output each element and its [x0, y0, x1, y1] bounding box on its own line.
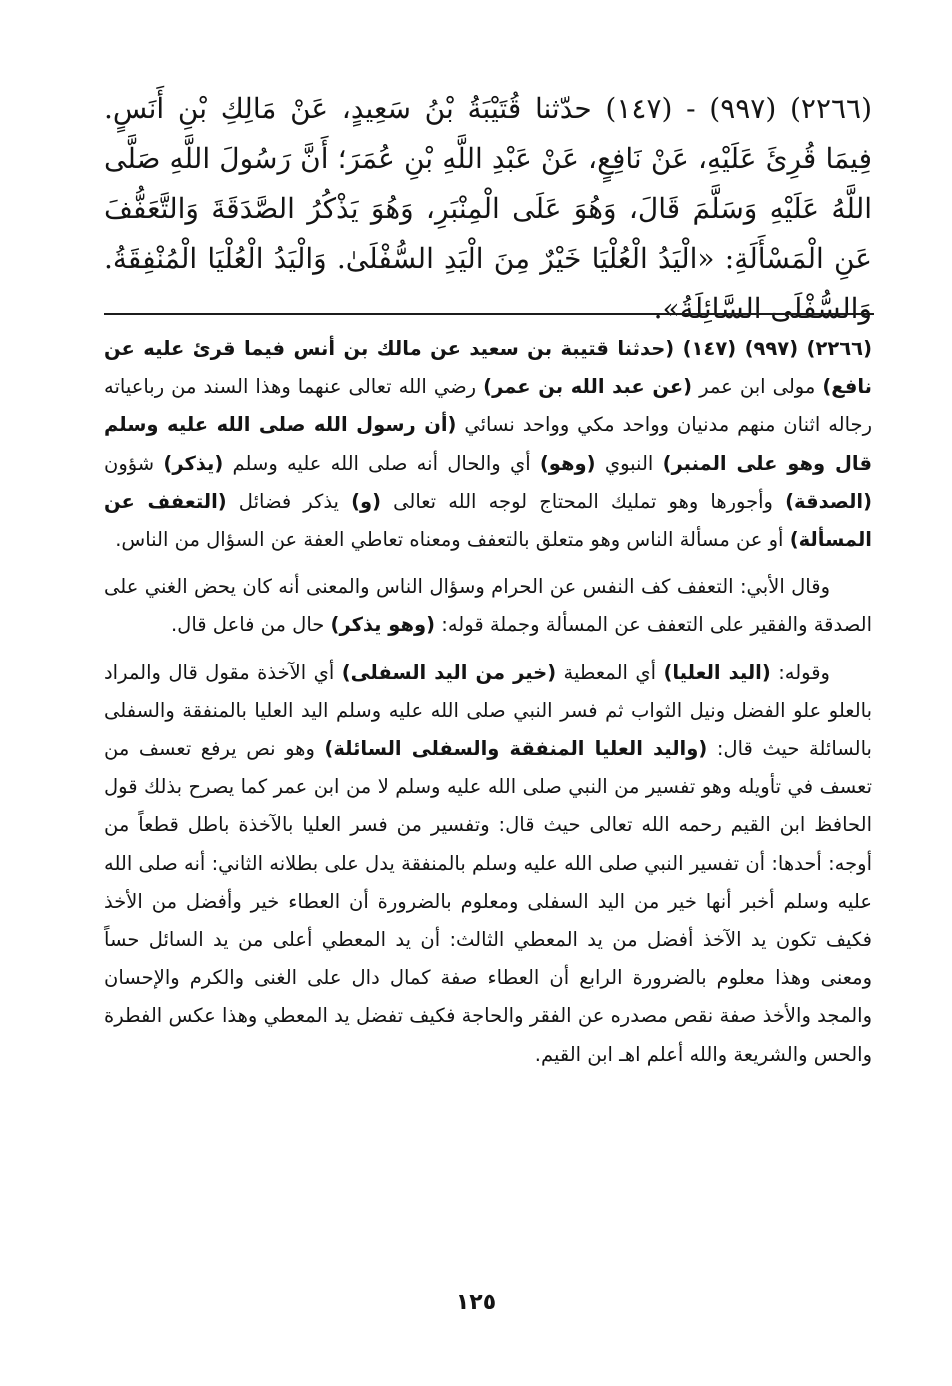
- bold-phrase: (وهو): [539, 451, 596, 475]
- bold-phrase: (واليد العليا المنفقة والسفلى السائلة): [324, 737, 708, 761]
- text-run: يذكر فضائل: [226, 489, 352, 513]
- bold-phrase: (عن عبد الله بن عمر): [483, 375, 693, 399]
- text-run: أي والحال أنه صلى الله عليه وسلم: [223, 451, 540, 475]
- bold-phrase: (اليد العليا): [663, 660, 771, 684]
- text-run: حال من فاعل قال.: [170, 613, 331, 637]
- text-run: مولى ابن عمر: [692, 375, 823, 399]
- page-number: ١٢٥: [455, 1290, 497, 1315]
- commentary-paragraph-2: [104, 568, 872, 644]
- text-run: شؤون: [104, 451, 164, 475]
- text-run: وأجورها وهو تمليك المحتاج لوجه الله تعالى: [381, 489, 786, 513]
- hadith-text: (٢٢٦٦) (٩٩٧) - (١٤٧) حدّثنا قُتَيْبَةُ بْنُ سَعِيدٍ، عَنْ مَالِكِ بْنِ أَنَسٍ. فِيمَا قُرِئَ عَلَيْهِ، عَنْ نَافِعٍ، عَنْ عَبْدِ اللَّهِ بْنِ عُمَرَ؛ أَنَّ رَسُولَ اللَّهِ صَلَّى اللَّهُ عَلَيْهِ وَسَلَّمَ قَالَ، وَهُوَ عَلَى الْمِنْبَرِ، وَهُوَ يَذْكُرُ الصَّدَقَةَ وَالتَّعَفُّفَ عَنِ الْمَسْأَلَةِ: «الْيَدُ الْعُلْيَا خَيْرٌ مِنَ الْيَدِ السُّفْلَىٰ. وَالْيَدُ الْعُلْيَا الْمُنْفِقَةُ. وَالسُّفْلَى السَّائِلَةُ».: [104, 92, 872, 325]
- bold-phrase: (التعفف عن المسألة): [104, 489, 872, 552]
- text-run: وهو نص يرفع تعسف من تعسف في تأويله وهو تفسير من النبي صلى الله عليه وسلم لا من ابن عمر كما يصرح بذلك قول الحافظ ابن القيم رحمه الله تعالى حيث قال: وتفسير من فسر العليا بالآخذة باطل قطعاً من أوجه: أحدها: أن تفسير النبي صلى الله عليه وسلم بالمنفقة يدل على بطلانه الثاني: أنه صلى الله عليه وسلم أخبر أنها خير من اليد السفلى ومعلوم بالضرورة أن العطاء خير وأفضل من الأخذ فكيف تكون يد الآخذ أفضل من يد المعطي الثالث: أن يد المعطي أعلى من يد السائل حساً ومعنى وهذا معلوم بالضرورة الرابع أن العطاء صفة كمال دال على الغنى والكرم والإحسان والمجد والأخذ صفة نقص مصدره عن الفقر والحاجة فكيف تفضل يد المعطي وهذا عكس الفطرة والحس والشريعة والله أعلم اهـ ابن القيم.: [104, 737, 872, 1066]
- commentary-section: [104, 330, 872, 1083]
- text-run: أي المعطية: [556, 660, 664, 684]
- bold-phrase: (الصدقة): [785, 489, 872, 513]
- text-run: رضي الله تعالى عنهما وهذا السند من رباعياته رجاله اثنان منهم مدنيان وواحد مكي وواحد نسائي: [104, 375, 873, 437]
- text-run: أي الآخذة مقول قال والمراد بالعلو علو الفضل ونيل الثواب ثم فسر النبي صلى الله عليه وسلم اليد العليا بالمنفقة والسفلى بالسائلة حيث قال:: [104, 660, 872, 761]
- bold-phrase: (وهو يذكر): [330, 613, 436, 637]
- bold-phrase: (٢٢٦٦) (٩٩٧) (١٤٧) (حدثنا قتيبة بن سعيد عن مالك بن أنس فيما قرئ عليه عن نافع): [104, 337, 872, 399]
- text-run: وقوله:: [770, 660, 830, 684]
- bold-phrase: (و): [351, 489, 382, 513]
- footnote-divider: [104, 313, 874, 315]
- text-run: النبوي: [595, 451, 663, 475]
- text-run: وقال الأبي: التعفف كف النفس عن الحرام وسؤال الناس والمعنى أنه كان يحض الغني على الصدقة والفقير على التعفف عن المسألة وجملة قوله:: [104, 575, 872, 637]
- text-run: أو عن مسألة الناس وهو متعلق بالتعفف ومعناه تعاطي العفة عن السؤال من الناس.: [115, 528, 790, 552]
- commentary-paragraph-3: [104, 654, 872, 1074]
- commentary-paragraph-1: [104, 330, 872, 559]
- bold-phrase: (أن رسول الله صلى الله عليه وسلم قال وهو على المنبر): [104, 413, 873, 475]
- bold-phrase: (خير من اليد السفلى): [341, 660, 557, 684]
- bold-phrase: (يذكر): [163, 451, 224, 475]
